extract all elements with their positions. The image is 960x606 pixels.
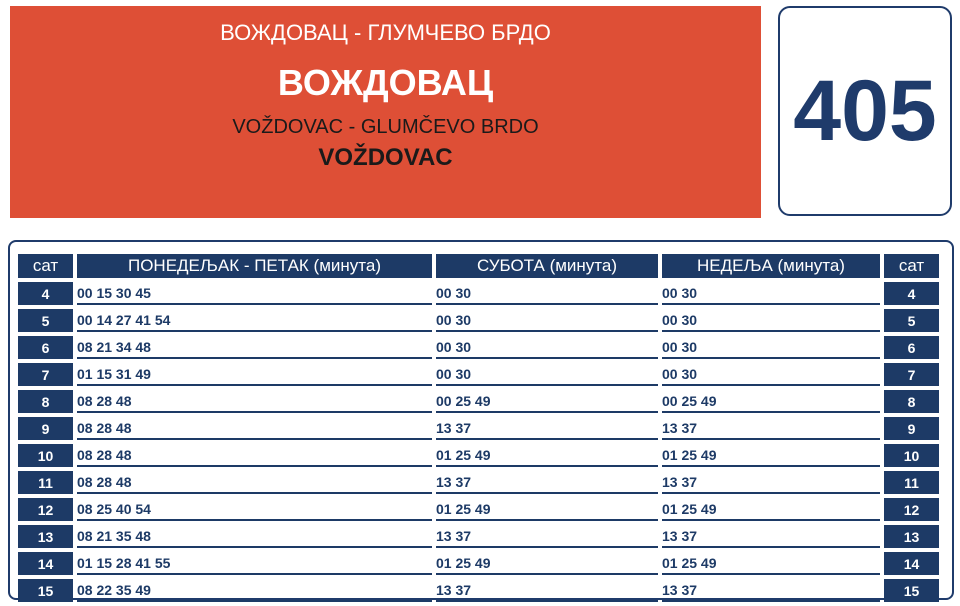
route-title-cyrillic: ВОЖДОВАЦ - ГЛУМЧЕВО БРДО xyxy=(220,20,551,45)
line-number: 405 xyxy=(793,62,937,159)
timetable xyxy=(14,250,943,606)
hour-cell-left: 15 xyxy=(18,579,73,602)
hour-cell-left: 11 xyxy=(18,471,73,494)
route-header-banner xyxy=(10,6,761,218)
saturday-minutes: 13 37 xyxy=(436,579,658,602)
hour-cell-right: 14 xyxy=(884,552,939,575)
hour-cell-left: 4 xyxy=(18,282,73,305)
weekday-minutes: 01 15 31 49 xyxy=(77,363,432,386)
table-row xyxy=(18,498,939,521)
saturday-minutes: 00 30 xyxy=(436,363,658,386)
saturday-minutes: 13 37 xyxy=(436,417,658,440)
hour-cell-left: 5 xyxy=(18,309,73,332)
hour-cell-left: 8 xyxy=(18,390,73,413)
sunday-minutes: 13 37 xyxy=(662,525,880,548)
sunday-column-header: НЕДЕЉА (минута) xyxy=(662,254,880,278)
sunday-minutes: 01 25 49 xyxy=(662,552,880,575)
weekday-minutes: 08 25 40 54 xyxy=(77,498,432,521)
destination-title-cyrillic: ВОЖДОВАЦ xyxy=(277,62,494,103)
saturday-minutes: 13 37 xyxy=(436,525,658,548)
weekday-minutes: 00 14 27 41 54 xyxy=(77,309,432,332)
table-row xyxy=(18,579,939,602)
weekday-minutes: 01 15 28 41 55 xyxy=(77,552,432,575)
destination-title-latin: VOŽDOVAC xyxy=(318,144,453,171)
table-row xyxy=(18,552,939,575)
weekday-minutes: 08 22 35 49 xyxy=(77,579,432,602)
sunday-minutes: 00 25 49 xyxy=(662,390,880,413)
table-row xyxy=(18,309,939,332)
weekday-minutes: 08 28 48 xyxy=(77,390,432,413)
saturday-minutes: 01 25 49 xyxy=(436,444,658,467)
hour-cell-right: 12 xyxy=(884,498,939,521)
table-row xyxy=(18,471,939,494)
saturday-minutes: 13 37 xyxy=(436,471,658,494)
table-row xyxy=(18,525,939,548)
hour-cell-right: 7 xyxy=(884,363,939,386)
table-row xyxy=(18,282,939,305)
table-row xyxy=(18,417,939,440)
sunday-minutes: 00 30 xyxy=(662,363,880,386)
weekday-minutes: 08 21 34 48 xyxy=(77,336,432,359)
saturday-column-header: СУБОТА (минута) xyxy=(436,254,658,278)
hour-column-header-right: сат xyxy=(884,254,939,278)
hour-cell-right: 9 xyxy=(884,417,939,440)
sunday-minutes: 00 30 xyxy=(662,309,880,332)
route-title-latin: VOŽDOVAC - GLUMČEVO BRDO xyxy=(232,116,539,138)
weekday-minutes: 08 28 48 xyxy=(77,417,432,440)
hour-cell-right: 11 xyxy=(884,471,939,494)
weekday-column-header: ПОНЕДЕЉАК - ПЕТАК (минута) xyxy=(77,254,432,278)
sunday-minutes: 01 25 49 xyxy=(662,444,880,467)
table-row xyxy=(18,336,939,359)
weekday-minutes: 08 28 48 xyxy=(77,444,432,467)
hour-cell-left: 14 xyxy=(18,552,73,575)
table-row xyxy=(18,363,939,386)
saturday-minutes: 01 25 49 xyxy=(436,498,658,521)
sunday-minutes: 01 25 49 xyxy=(662,498,880,521)
timetable-header-row xyxy=(18,254,939,278)
sunday-minutes: 00 30 xyxy=(662,282,880,305)
sunday-minutes: 13 37 xyxy=(662,579,880,602)
saturday-minutes: 00 25 49 xyxy=(436,390,658,413)
hour-cell-left: 13 xyxy=(18,525,73,548)
hour-cell-right: 15 xyxy=(884,579,939,602)
weekday-minutes: 00 15 30 45 xyxy=(77,282,432,305)
weekday-minutes: 08 28 48 xyxy=(77,471,432,494)
hour-cell-right: 6 xyxy=(884,336,939,359)
hour-cell-right: 8 xyxy=(884,390,939,413)
hour-cell-right: 5 xyxy=(884,309,939,332)
hour-column-header-left: сат xyxy=(18,254,73,278)
timetable-body xyxy=(18,282,939,602)
hour-cell-left: 9 xyxy=(18,417,73,440)
saturday-minutes: 01 25 49 xyxy=(436,552,658,575)
hour-cell-left: 10 xyxy=(18,444,73,467)
hour-cell-right: 13 xyxy=(884,525,939,548)
hour-cell-left: 6 xyxy=(18,336,73,359)
sunday-minutes: 13 37 xyxy=(662,471,880,494)
table-row xyxy=(18,444,939,467)
saturday-minutes: 00 30 xyxy=(436,336,658,359)
hour-cell-right: 10 xyxy=(884,444,939,467)
hour-cell-left: 7 xyxy=(18,363,73,386)
weekday-minutes: 08 21 35 48 xyxy=(77,525,432,548)
hour-cell-left: 12 xyxy=(18,498,73,521)
sunday-minutes: 13 37 xyxy=(662,417,880,440)
saturday-minutes: 00 30 xyxy=(436,282,658,305)
hour-cell-right: 4 xyxy=(884,282,939,305)
line-number-box xyxy=(778,6,952,216)
saturday-minutes: 00 30 xyxy=(436,309,658,332)
sunday-minutes: 00 30 xyxy=(662,336,880,359)
table-row xyxy=(18,390,939,413)
